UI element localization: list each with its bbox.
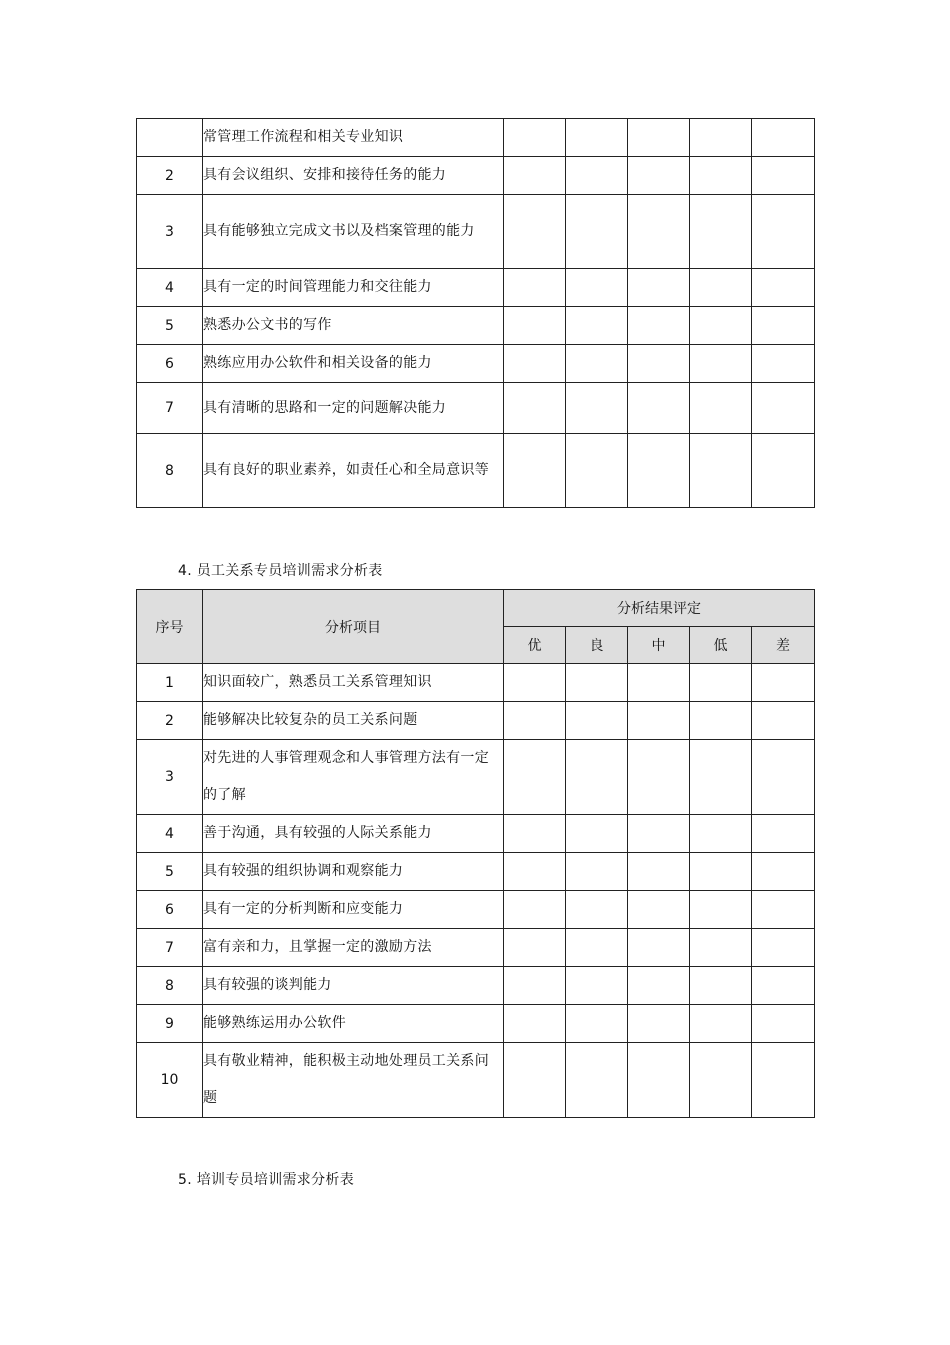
row-number: 3 xyxy=(137,740,203,815)
rating-cell-low xyxy=(690,1005,752,1043)
rating-cell-excellent xyxy=(504,664,566,702)
rating-cell-good xyxy=(566,383,628,434)
header-item: 分析项目 xyxy=(203,590,504,664)
row-item: 熟悉办公文书的写作 xyxy=(203,307,504,345)
rating-cell-average xyxy=(628,702,690,740)
rating-cell-poor xyxy=(752,1043,815,1118)
rating-cell-low xyxy=(690,195,752,269)
rating-cell-good xyxy=(566,307,628,345)
rating-cell-excellent xyxy=(504,891,566,929)
rating-cell-average xyxy=(628,853,690,891)
rating-cell-average xyxy=(628,664,690,702)
employee-relations-training-needs-table xyxy=(136,589,815,1118)
row-item: 常管理工作流程和相关专业知识 xyxy=(203,119,504,157)
rating-cell-good xyxy=(566,157,628,195)
rating-cell-good xyxy=(566,853,628,891)
rating-cell-average xyxy=(628,157,690,195)
rating-cell-poor xyxy=(752,853,815,891)
row-number: 3 xyxy=(137,195,203,269)
row-item: 具有一定的时间管理能力和交往能力 xyxy=(203,269,504,307)
rating-cell-poor xyxy=(752,345,815,383)
row-item: 对先进的人事管理观念和人事管理方法有一定的了解 xyxy=(203,740,504,815)
row-item: 能够解决比较复杂的员工关系问题 xyxy=(203,702,504,740)
row-item: 熟练应用办公软件和相关设备的能力 xyxy=(203,345,504,383)
row-number: 9 xyxy=(137,1005,203,1043)
rating-cell-excellent xyxy=(504,853,566,891)
table-row xyxy=(137,195,815,269)
header-grade-low: 低 xyxy=(690,627,752,664)
row-number: 10 xyxy=(137,1043,203,1118)
rating-cell-average xyxy=(628,1005,690,1043)
rating-cell-poor xyxy=(752,891,815,929)
row-item: 具有能够独立完成文书以及档案管理的能力 xyxy=(203,195,504,269)
rating-cell-poor xyxy=(752,929,815,967)
row-item: 具有清晰的思路和一定的问题解决能力 xyxy=(203,383,504,434)
table-row xyxy=(137,967,815,1005)
rating-cell-good xyxy=(566,269,628,307)
rating-cell-average xyxy=(628,967,690,1005)
rating-cell-average xyxy=(628,269,690,307)
rating-cell-low xyxy=(690,967,752,1005)
header-grade-average: 中 xyxy=(628,627,690,664)
rating-cell-low xyxy=(690,891,752,929)
rating-cell-poor xyxy=(752,269,815,307)
table-row xyxy=(137,702,815,740)
rating-cell-excellent xyxy=(504,195,566,269)
rating-cell-poor xyxy=(752,307,815,345)
rating-cell-good xyxy=(566,119,628,157)
rating-cell-excellent xyxy=(504,740,566,815)
rating-cell-poor xyxy=(752,434,815,508)
rating-cell-low xyxy=(690,434,752,508)
row-item: 具有一定的分析判断和应变能力 xyxy=(203,891,504,929)
rating-cell-good xyxy=(566,1043,628,1118)
row-item: 富有亲和力，且掌握一定的激励方法 xyxy=(203,929,504,967)
row-number: 6 xyxy=(137,891,203,929)
row-number: 1 xyxy=(137,664,203,702)
rating-cell-average xyxy=(628,434,690,508)
header-grade-excellent: 优 xyxy=(504,627,566,664)
header-number: 序号 xyxy=(137,590,203,664)
rating-cell-poor xyxy=(752,119,815,157)
rating-cell-low xyxy=(690,383,752,434)
rating-cell-excellent xyxy=(504,1005,566,1043)
rating-cell-average xyxy=(628,1043,690,1118)
row-number: 5 xyxy=(137,307,203,345)
rating-cell-low xyxy=(690,664,752,702)
rating-cell-average xyxy=(628,119,690,157)
table-row xyxy=(137,1043,815,1118)
table-row xyxy=(137,815,815,853)
row-number: 4 xyxy=(137,269,203,307)
rating-cell-excellent xyxy=(504,815,566,853)
rating-cell-low xyxy=(690,345,752,383)
rating-cell-average xyxy=(628,891,690,929)
rating-cell-good xyxy=(566,815,628,853)
rating-cell-low xyxy=(690,702,752,740)
table-row xyxy=(137,307,815,345)
row-item: 能够熟练运用办公软件 xyxy=(203,1005,504,1043)
row-item: 知识面较广，熟悉员工关系管理知识 xyxy=(203,664,504,702)
rating-cell-good xyxy=(566,434,628,508)
rating-cell-poor xyxy=(752,157,815,195)
rating-cell-good xyxy=(566,702,628,740)
rating-cell-poor xyxy=(752,195,815,269)
rating-cell-excellent xyxy=(504,702,566,740)
table-row xyxy=(137,929,815,967)
rating-cell-good xyxy=(566,195,628,269)
rating-cell-poor xyxy=(752,967,815,1005)
rating-cell-low xyxy=(690,269,752,307)
rating-cell-excellent xyxy=(504,307,566,345)
table-row xyxy=(137,891,815,929)
row-item: 具有良好的职业素养，如责任心和全局意识等 xyxy=(203,434,504,508)
rating-cell-poor xyxy=(752,664,815,702)
header-grade-good: 良 xyxy=(566,627,628,664)
table-header-row xyxy=(137,590,815,627)
section-title-training-specialist: 5. 培训专员培训需求分析表 xyxy=(178,1172,355,1188)
rating-cell-average xyxy=(628,307,690,345)
rating-cell-poor xyxy=(752,815,815,853)
header-grade-poor: 差 xyxy=(752,627,815,664)
section-title-employee-relations: 4. 员工关系专员培训需求分析表 xyxy=(178,563,383,579)
rating-cell-good xyxy=(566,345,628,383)
rating-cell-excellent xyxy=(504,434,566,508)
row-number xyxy=(137,119,203,157)
rating-cell-excellent xyxy=(504,967,566,1005)
rating-cell-good xyxy=(566,740,628,815)
table-row xyxy=(137,664,815,702)
table-row xyxy=(137,1005,815,1043)
row-item: 具有较强的组织协调和观察能力 xyxy=(203,853,504,891)
admin-training-needs-table xyxy=(136,118,815,508)
row-item: 具有会议组织、安排和接待任务的能力 xyxy=(203,157,504,195)
row-number: 8 xyxy=(137,967,203,1005)
rating-cell-excellent xyxy=(504,345,566,383)
row-number: 4 xyxy=(137,815,203,853)
rating-cell-excellent xyxy=(504,929,566,967)
row-item: 具有敬业精神，能积极主动地处理员工关系问题 xyxy=(203,1043,504,1118)
table-row xyxy=(137,119,815,157)
rating-cell-excellent xyxy=(504,383,566,434)
rating-cell-excellent xyxy=(504,269,566,307)
rating-cell-average xyxy=(628,929,690,967)
row-number: 2 xyxy=(137,157,203,195)
table-row xyxy=(137,269,815,307)
rating-cell-good xyxy=(566,664,628,702)
rating-cell-average xyxy=(628,740,690,815)
rating-cell-average xyxy=(628,815,690,853)
row-number: 2 xyxy=(137,702,203,740)
rating-cell-poor xyxy=(752,1005,815,1043)
table-row xyxy=(137,157,815,195)
rating-cell-poor xyxy=(752,702,815,740)
rating-cell-low xyxy=(690,1043,752,1118)
rating-cell-low xyxy=(690,740,752,815)
row-item: 具有较强的谈判能力 xyxy=(203,967,504,1005)
rating-cell-average xyxy=(628,345,690,383)
header-result: 分析结果评定 xyxy=(504,590,815,627)
table-row xyxy=(137,853,815,891)
rating-cell-good xyxy=(566,967,628,1005)
rating-cell-average xyxy=(628,195,690,269)
rating-cell-good xyxy=(566,891,628,929)
rating-cell-low xyxy=(690,815,752,853)
rating-cell-good xyxy=(566,1005,628,1043)
table-row xyxy=(137,740,815,815)
rating-cell-excellent xyxy=(504,1043,566,1118)
rating-cell-poor xyxy=(752,740,815,815)
rating-cell-poor xyxy=(752,383,815,434)
rating-cell-low xyxy=(690,929,752,967)
row-number: 6 xyxy=(137,345,203,383)
row-number: 7 xyxy=(137,929,203,967)
row-number: 7 xyxy=(137,383,203,434)
row-item: 善于沟通，具有较强的人际关系能力 xyxy=(203,815,504,853)
row-number: 5 xyxy=(137,853,203,891)
rating-cell-low xyxy=(690,853,752,891)
table-row xyxy=(137,345,815,383)
rating-cell-low xyxy=(690,307,752,345)
row-number: 8 xyxy=(137,434,203,508)
table-row xyxy=(137,434,815,508)
rating-cell-excellent xyxy=(504,119,566,157)
rating-cell-average xyxy=(628,383,690,434)
table-row xyxy=(137,383,815,434)
rating-cell-low xyxy=(690,119,752,157)
rating-cell-excellent xyxy=(504,157,566,195)
rating-cell-low xyxy=(690,157,752,195)
rating-cell-good xyxy=(566,929,628,967)
